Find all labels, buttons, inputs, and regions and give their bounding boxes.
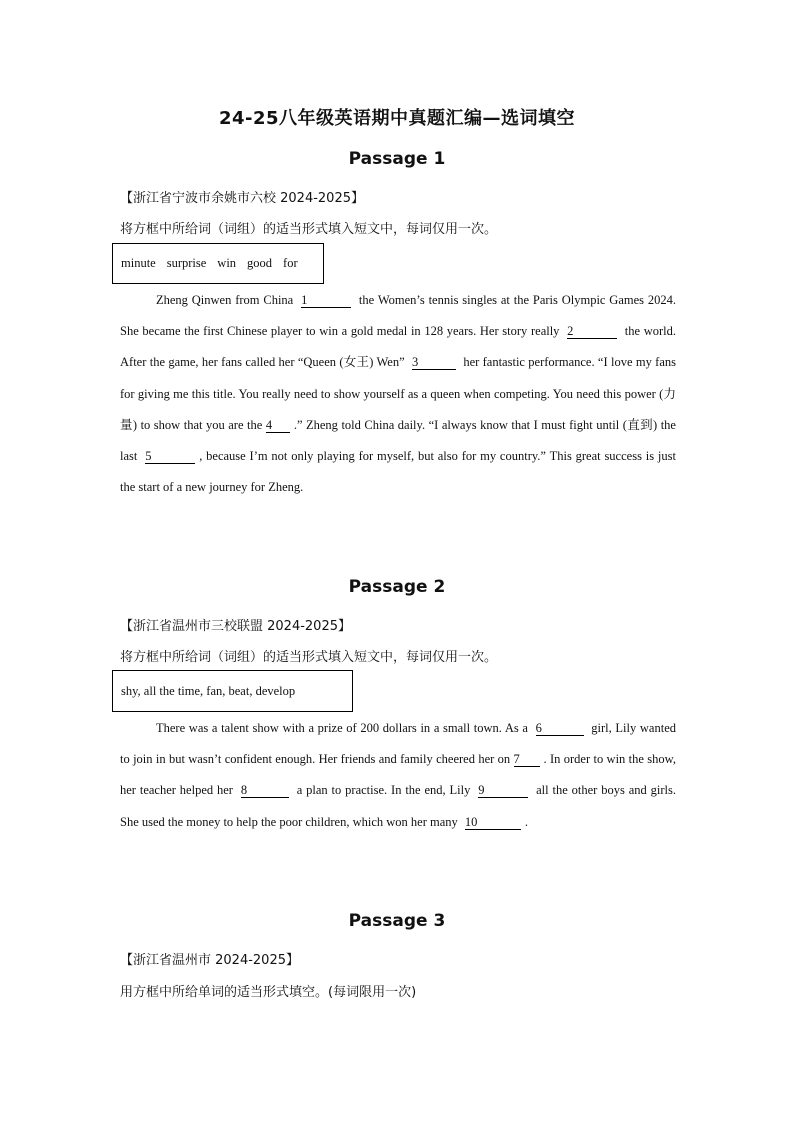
passage-3-heading: Passage 3 — [348, 911, 446, 931]
passage-text-segment: the Women’s tennis singles at the Paris Olympic Games 2024. She became the first Chinese player to win a gold medal in 128 years. Her story really — [120, 293, 676, 339]
passage-1-source: 【浙江省宁波市余姚市六校 2024-2025】 — [120, 191, 364, 206]
answer-blank-5[interactable]: 5 — [145, 449, 195, 464]
answer-blank-8[interactable]: 8 — [241, 783, 289, 798]
passage-1-word-box — [112, 243, 324, 284]
answer-blank-9[interactable]: 9 — [478, 783, 528, 798]
word-box-item: for — [283, 256, 298, 270]
answer-blank-3[interactable]: 3 — [412, 355, 456, 370]
passage-2-source: 【浙江省温州市三校联盟 2024-2025】 — [120, 619, 351, 634]
passage-3-instruction: 用方框中所给单词的适当形式填空。(每词限用一次) — [120, 985, 417, 1000]
passage-text-segment: . — [524, 814, 529, 829]
document-title: 24-25八年级英语期中真题汇编—选词填空 — [218, 108, 576, 129]
passage-text-segment: the world. After the game, her fans called her “Queen (女王) Wen” — [120, 324, 677, 370]
passage-2-word-box — [112, 670, 353, 712]
word-box-item: surprise — [166, 256, 207, 270]
answer-blank-6[interactable]: 6 — [536, 721, 584, 736]
word-box-text: shy, all the time, fan, beat, develop — [121, 683, 296, 698]
passage-text-segment: her fantastic performance. “I love my fans for giving me this title. You really need to show yourself as a queen when competing. You need this power (力量) to show that you are the — [120, 355, 677, 432]
answer-blank-4[interactable]: 4 — [266, 418, 290, 433]
passage-text-segment: Zheng Qinwen from China — [156, 293, 298, 307]
answer-blank-1[interactable]: 1 — [301, 293, 351, 308]
passage-text-segment: .” Zheng told China daily. “I always know that I must fight until (直到) the last — [120, 417, 676, 464]
word-box-item: win — [217, 256, 237, 270]
passage-1-heading: Passage 1 — [348, 149, 446, 169]
word-box-item: minute — [121, 256, 156, 270]
passage-2-text — [120, 713, 676, 838]
passage-1-text — [120, 285, 676, 503]
answer-blank-2[interactable]: 2 — [567, 324, 617, 339]
passage-3-source: 【浙江省温州市 2024-2025】 — [120, 953, 299, 968]
answer-blank-10[interactable]: 10 — [465, 815, 521, 830]
passage-text-segment: all the other boys and girls. She used the money to help the poor children, which won her many — [120, 783, 676, 829]
passage-2-instruction: 将方框中所给词（词组）的适当形式填入短文中，每词仅用一次。 — [120, 650, 498, 665]
passage-2-heading: Passage 2 — [348, 577, 446, 597]
word-box-item: good — [247, 256, 273, 270]
passage-1-instruction: 将方框中所给词（词组）的适当形式填入短文中，每词仅用一次。 — [120, 222, 498, 237]
passage-text-segment: . In order to win the show, her teacher helped her — [120, 752, 676, 798]
passage-text-segment: There was a talent show with a prize of 200 dollars in a small town. As a — [156, 721, 532, 735]
answer-blank-7[interactable]: 7 — [514, 752, 540, 767]
passage-text-segment: girl, Lily wanted to join in but wasn’t confident enough. Her friends and family cheered her on — [120, 721, 676, 767]
passage-text-segment: , because I’m not only playing for myself, but also for my country.” This great success is just the start of a new journey for Zheng. — [120, 449, 676, 495]
passage-text-segment: a plan to practise. In the end, Lily — [292, 783, 475, 798]
